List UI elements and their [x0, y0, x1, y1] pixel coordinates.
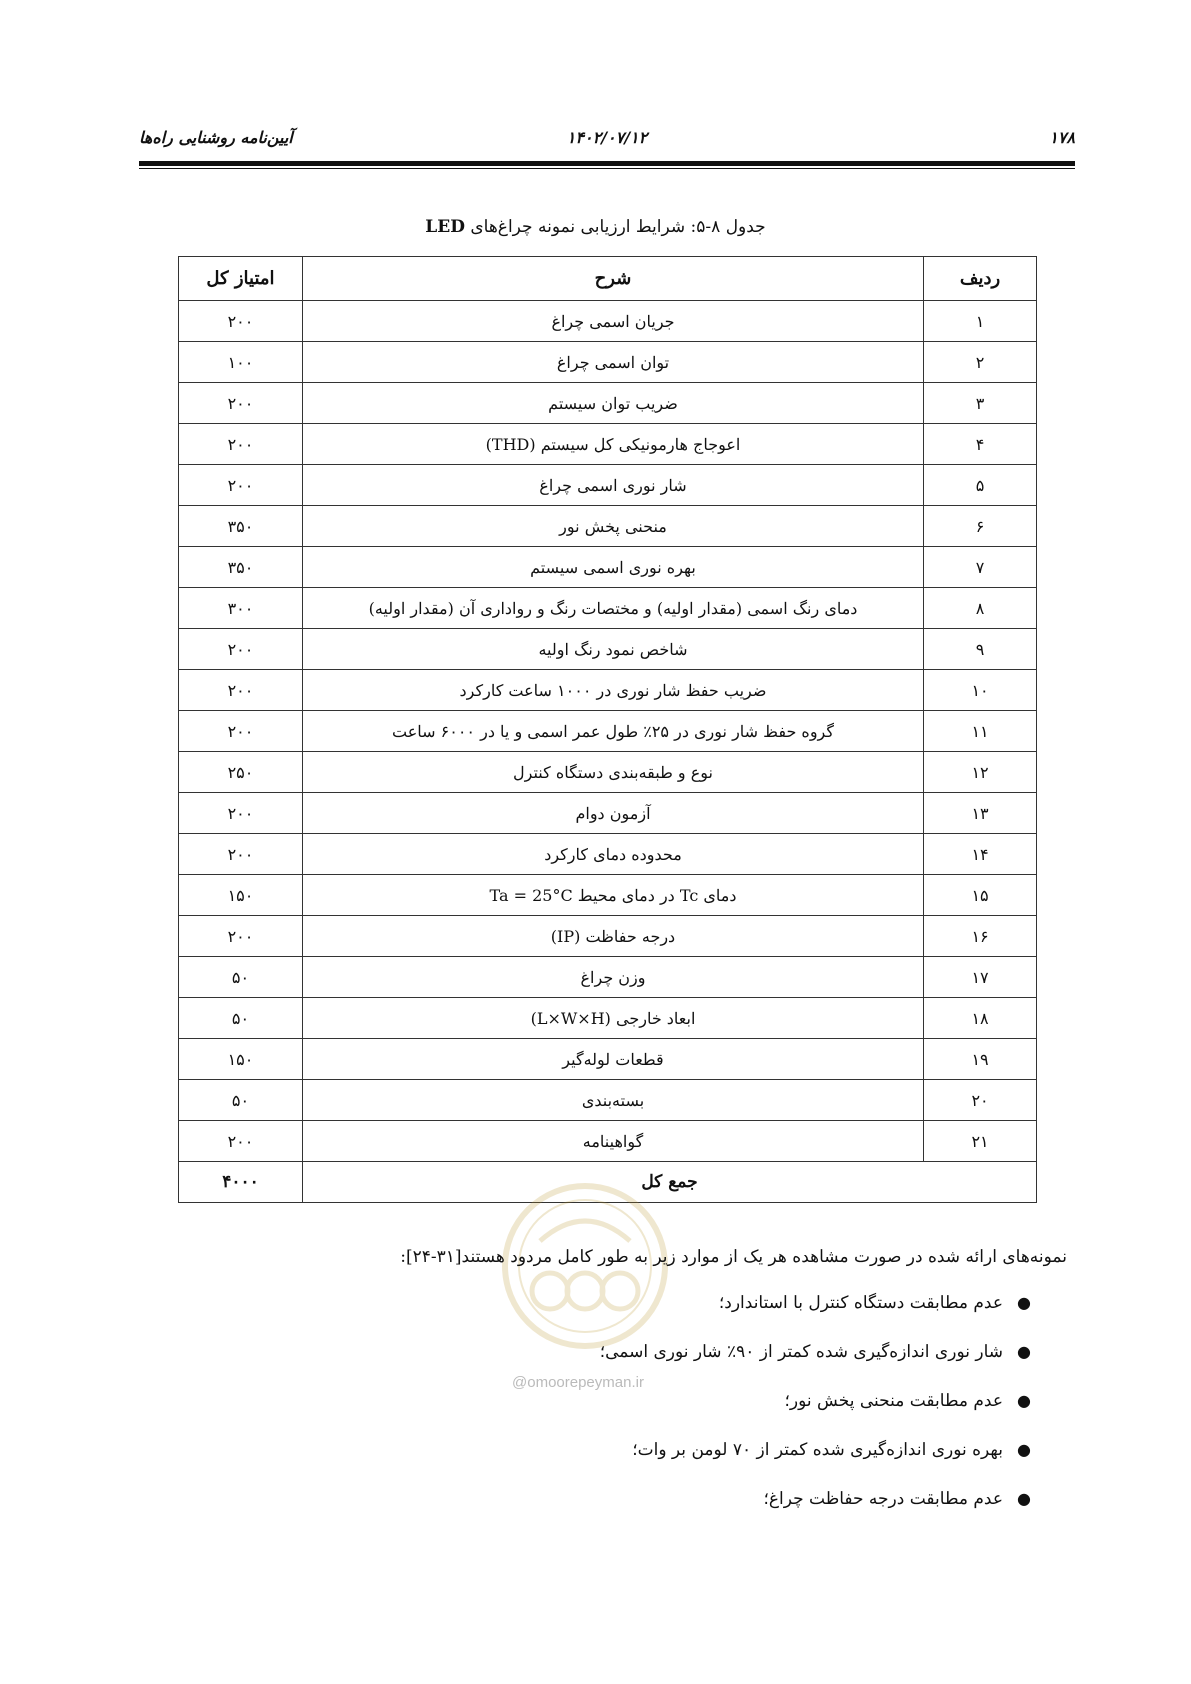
list-item: [231, 1290, 1031, 1339]
header-rule-thick: [139, 161, 1075, 166]
table-row: [179, 301, 1037, 342]
score-cell: ۲۰۰: [179, 793, 303, 834]
list-item-text: عدم مطابقت درجه حفاظت چراغ؛: [763, 1489, 1003, 1509]
score-cell: ۲۰۰: [179, 629, 303, 670]
caption-latin: LED: [425, 217, 465, 237]
list-item-text: عدم مطابقت دستگاه کنترل با استاندارد؛: [718, 1293, 1003, 1313]
table-row: [179, 1121, 1037, 1162]
score-cell: ۲۰۰: [179, 383, 303, 424]
row-number-cell: ۹: [924, 629, 1037, 670]
header-row-number: ردیف: [924, 257, 1037, 301]
intro-paragraph: نمونه‌های ارائه شده در صورت مشاهده هر یک از موارد زیر به طور کامل مردود هستند[۳۱-۲۴]:: [400, 1247, 1067, 1267]
table-row: [179, 793, 1037, 834]
description-cell: محدوده دمای کارکرد: [302, 834, 923, 875]
table-row: [179, 1080, 1037, 1121]
bullet-icon: ●: [1017, 1391, 1031, 1410]
description-cell: ضریب حفظ شار نوری در ۱۰۰۰ ساعت کارکرد: [302, 670, 923, 711]
row-number-cell: ۱۱: [924, 711, 1037, 752]
row-number-cell: ۲: [924, 342, 1037, 383]
row-number-cell: ۷: [924, 547, 1037, 588]
score-cell: ۵۰: [179, 1080, 303, 1121]
table-row: [179, 424, 1037, 465]
table-row: [179, 957, 1037, 998]
description-cell: بسته‌بندی: [302, 1080, 923, 1121]
list-item: [231, 1437, 1031, 1486]
header-date: ۱۴۰۲/۰۷/۱۲: [566, 128, 648, 147]
list-item: [231, 1388, 1031, 1437]
score-cell: ۲۰۰: [179, 834, 303, 875]
score-cell: ۲۰۰: [179, 670, 303, 711]
table-row: [179, 383, 1037, 424]
row-number-cell: ۴: [924, 424, 1037, 465]
row-number-cell: ۱۶: [924, 916, 1037, 957]
score-cell: ۵۰: [179, 957, 303, 998]
score-cell: ۲۰۰: [179, 1121, 303, 1162]
score-cell: ۲۰۰: [179, 711, 303, 752]
total-label: جمع کل: [302, 1162, 1036, 1203]
bullet-icon: ●: [1017, 1489, 1031, 1508]
score-cell: ۲۵۰: [179, 752, 303, 793]
table-row: [179, 547, 1037, 588]
score-cell: ۳۰۰: [179, 588, 303, 629]
table-row: [179, 342, 1037, 383]
table-caption: [0, 217, 1191, 237]
table-row: [179, 465, 1037, 506]
description-cell: بهره نوری اسمی سیستم: [302, 547, 923, 588]
description-cell: وزن چراغ: [302, 957, 923, 998]
table-row: [179, 629, 1037, 670]
list-item-text: عدم مطابقت منحنی پخش نور؛: [784, 1391, 1003, 1411]
header-score: امتیاز کل: [179, 257, 303, 301]
list-item: [231, 1486, 1031, 1535]
table-row: [179, 711, 1037, 752]
score-cell: ۲۰۰: [179, 424, 303, 465]
header-description: شرح: [302, 257, 923, 301]
bullet-icon: ●: [1017, 1440, 1031, 1459]
bullet-icon: ●: [1017, 1342, 1031, 1361]
row-number-cell: ۱۰: [924, 670, 1037, 711]
description-cell: درجه حفاظت (IP): [302, 916, 923, 957]
watermark-url: @omoorepeyman.ir: [512, 1374, 644, 1391]
table-row: [179, 752, 1037, 793]
table-body: [179, 301, 1037, 1162]
row-number-cell: ۳: [924, 383, 1037, 424]
score-cell: ۵۰: [179, 998, 303, 1039]
description-cell: توان اسمی چراغ: [302, 342, 923, 383]
description-cell: اعوجاج هارمونیکی کل سیستم (THD): [302, 424, 923, 465]
description-cell: ابعاد خارجی (L×W×H): [302, 998, 923, 1039]
table-row: [179, 998, 1037, 1039]
row-number-cell: ۵: [924, 465, 1037, 506]
table-header-row: [179, 257, 1037, 301]
header-title: آیین‌نامه روشنایی راه‌ها: [139, 128, 293, 147]
score-cell: ۳۵۰: [179, 506, 303, 547]
list-item: [231, 1339, 1031, 1388]
description-cell: شاخص نمود رنگ اولیه: [302, 629, 923, 670]
row-number-cell: ۱۲: [924, 752, 1037, 793]
score-cell: ۱۰۰: [179, 342, 303, 383]
row-number-cell: ۱۹: [924, 1039, 1037, 1080]
description-cell: ضریب توان سیستم: [302, 383, 923, 424]
description-cell: شار نوری اسمی چراغ: [302, 465, 923, 506]
table-row: [179, 916, 1037, 957]
table-row: [179, 875, 1037, 916]
bullet-icon: ●: [1017, 1293, 1031, 1312]
list-item-text: شار نوری اندازه‌گیری شده کمتر از ۹۰٪ شار نوری اسمی؛: [599, 1342, 1003, 1362]
description-cell: آزمون دوام: [302, 793, 923, 834]
row-number-cell: ۱۷: [924, 957, 1037, 998]
row-number-cell: ۱۸: [924, 998, 1037, 1039]
caption-text: جدول ۸-۵: شرایط ارزیابی نمونه چراغ‌های: [470, 217, 766, 237]
table-row: [179, 588, 1037, 629]
page-header: [139, 128, 1075, 154]
score-cell: ۲۰۰: [179, 465, 303, 506]
evaluation-table: [178, 256, 1037, 1203]
score-cell: ۱۵۰: [179, 875, 303, 916]
row-number-cell: ۲۱: [924, 1121, 1037, 1162]
table-row: [179, 670, 1037, 711]
row-number-cell: ۸: [924, 588, 1037, 629]
row-number-cell: ۲۰: [924, 1080, 1037, 1121]
row-number-cell: ۱۵: [924, 875, 1037, 916]
row-number-cell: ۱: [924, 301, 1037, 342]
description-cell: گروه حفظ شار نوری در ۲۵٪ طول عمر اسمی و یا در ۶۰۰۰ ساعت: [302, 711, 923, 752]
score-cell: ۲۰۰: [179, 301, 303, 342]
list-item-text: بهره نوری اندازه‌گیری شده کمتر از ۷۰ لومن بر وات؛: [632, 1440, 1003, 1460]
score-cell: ۲۰۰: [179, 916, 303, 957]
table-row: [179, 834, 1037, 875]
header-rule-thin: [139, 168, 1075, 169]
description-cell: جریان اسمی چراغ: [302, 301, 923, 342]
description-cell: نوع و طبقه‌بندی دستگاه کنترل: [302, 752, 923, 793]
table-total-row: [179, 1162, 1037, 1203]
row-number-cell: ۱۳: [924, 793, 1037, 834]
description-cell: قطعات لوله‌گیر: [302, 1039, 923, 1080]
row-number-cell: ۱۴: [924, 834, 1037, 875]
table-row: [179, 506, 1037, 547]
description-cell: دمای رنگ اسمی (مقدار اولیه) و مختصات رنگ و رواداری آن (مقدار اولیه): [302, 588, 923, 629]
table-row: [179, 1039, 1037, 1080]
rejection-list: [231, 1290, 1031, 1535]
score-cell: ۳۵۰: [179, 547, 303, 588]
row-number-cell: ۶: [924, 506, 1037, 547]
page-number: ۱۷۸: [1049, 128, 1075, 147]
description-cell: گواهینامه: [302, 1121, 923, 1162]
score-cell: ۱۵۰: [179, 1039, 303, 1080]
total-score: ۴۰۰۰: [179, 1162, 303, 1203]
description-cell: منحنی پخش نور: [302, 506, 923, 547]
description-cell: دمای Tc در دمای محیط Ta = 25°C: [302, 875, 923, 916]
